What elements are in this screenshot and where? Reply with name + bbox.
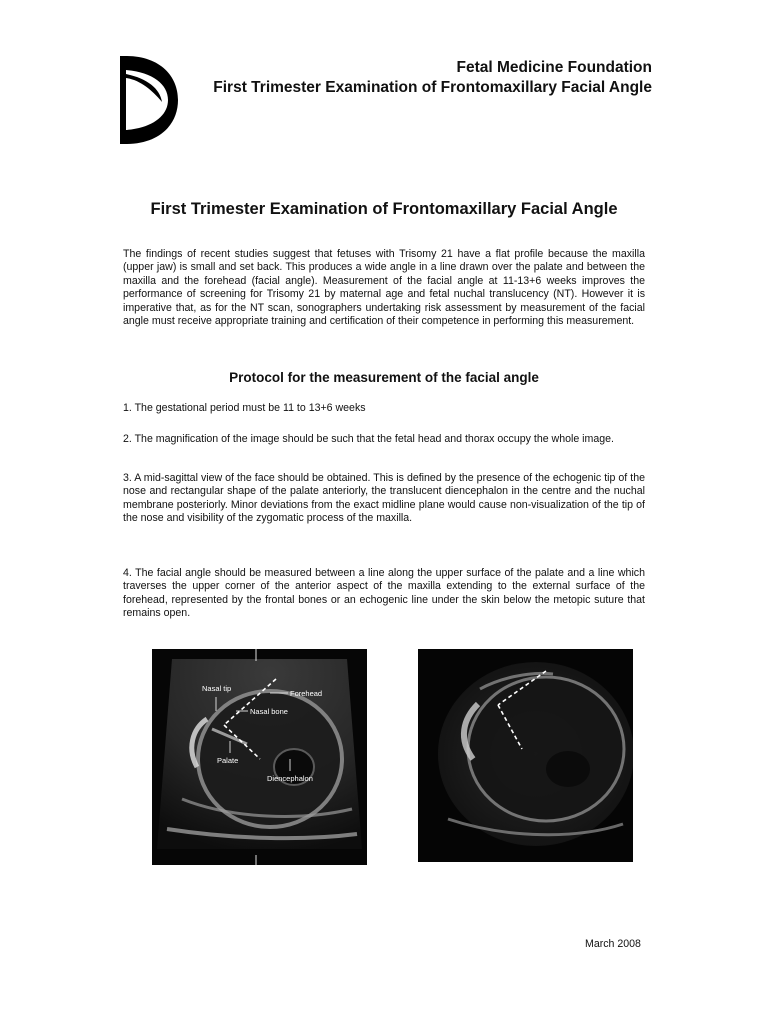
label-forehead: Forehead: [290, 689, 323, 698]
header-block: [213, 58, 652, 98]
ultrasound-image-annotated: [152, 649, 367, 865]
label-nasal-tip: Nasal tip: [202, 684, 232, 693]
fmf-logo: [116, 50, 180, 150]
intro-paragraph: The findings of recent studies suggest that fetuses with Trisomy 21 have a flat profile because the maxilla (upper jaw) is small and set back. This produces a wide angle in a line drawn over the palate and between the maxilla and the forehead (facial angle). Measurement of the facial angle at 11-13+6 weeks improves the performance of screening for Trisomy 21 by maternal age and fetal nuchal translucency (NT). However it is imperative that, as for the NT scan, sonographers undertaking risk assessment by measurement of the facial angle must receive appropriate training and certification of their competence in performing this measurement.: [123, 248, 645, 328]
header-subtitle: First Trimester Examination of Frontomaxillary Facial Angle: [213, 79, 652, 96]
label-diencephalon: Diencephalon: [267, 774, 313, 783]
ultrasound-image-measurement: [418, 649, 633, 862]
org-name: Fetal Medicine Foundation: [456, 59, 652, 76]
protocol-step-3: 3. A mid-sagittal view of the face should be obtained. This is defined by the presence of the echogenic tip of the nose and rectangular shape of the palate anteriorly, the translucent diencephalon in the centre and the nuchal membrane posteriorly. Minor deviations from the exact midline plane would cause non-visualization of the tip of the nose and visibility of the zygomatic process of the maxilla.: [123, 472, 645, 525]
label-palate: Palate: [217, 756, 239, 765]
protocol-step-2: 2. The magnification of the image should be such that the fetal head and thorax occupy the whole image.: [123, 433, 614, 445]
label-nasal-bone: Nasal bone: [250, 707, 288, 716]
document-date: March 2008: [585, 938, 641, 950]
protocol-step-1: 1. The gestational period must be 11 to 13+6 weeks: [123, 402, 366, 414]
protocol-heading: Protocol for the measurement of the facial angle: [229, 370, 539, 385]
document-title: First Trimester Examination of Frontomaxillary Facial Angle: [150, 200, 618, 218]
protocol-step-4: 4. The facial angle should be measured between a line along the upper surface of the palate and a line which traverses the upper corner of the anterior aspect of the maxilla extending to the external surface of the forehead, represented by the frontal bones or an echogenic line under the skin below the metopic suture that remains open.: [123, 567, 645, 620]
